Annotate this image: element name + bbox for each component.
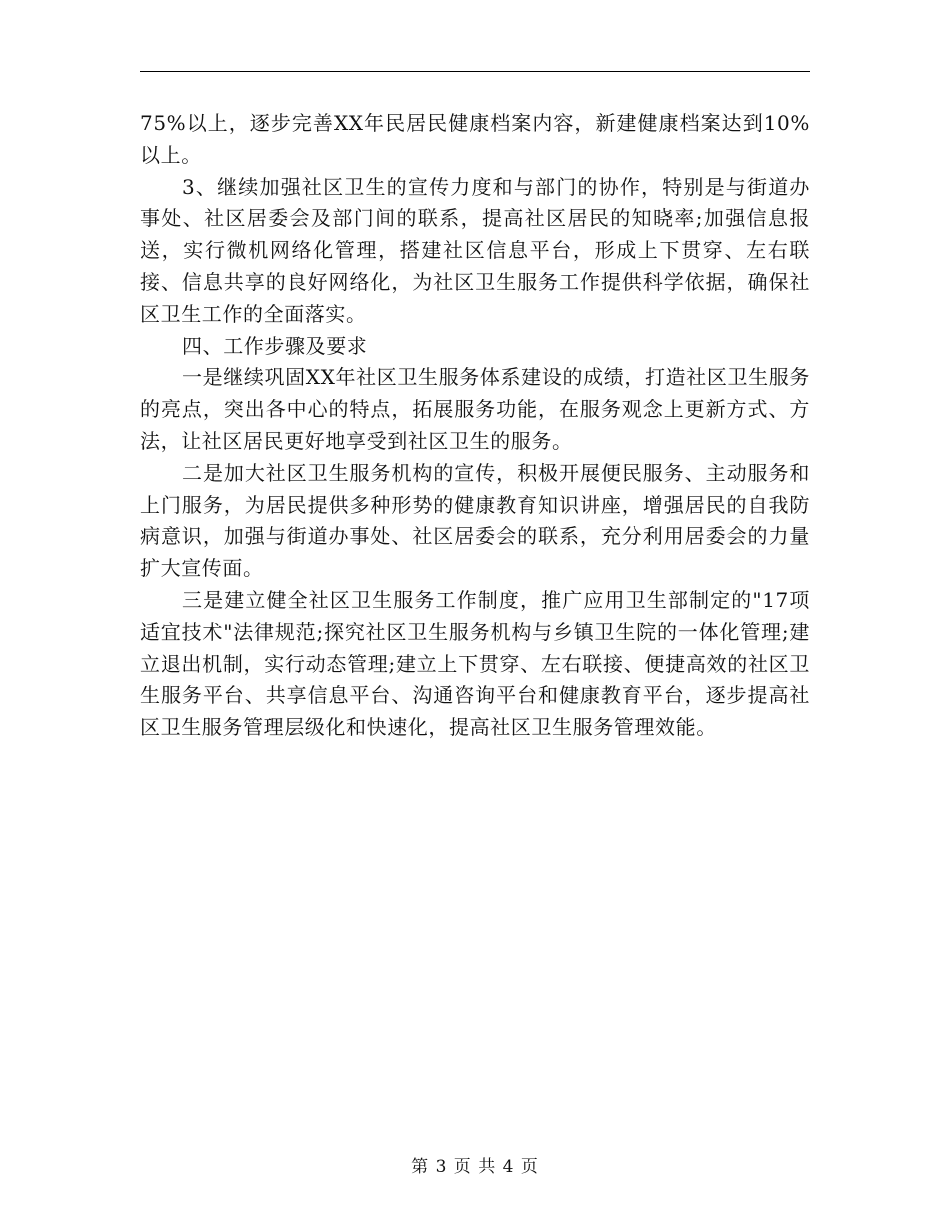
paragraph-step-2: 二是加大社区卫生服务机构的宣传，积极开展便民服务、主动服务和上门服务，为居民提供多种形势的健康教育知识讲座，增强居民的自我防病意识，加强与街道办事处、社区居委会的联系，充分利用居委会的力量扩大宣传面。 [140, 460, 810, 581]
paragraph-step-3: 三是建立健全社区卫生服务工作制度，推广应用卫生部制定的"17项适宜技术"法律规范;探究社区卫生服务机构与乡镇卫生院的一体化管理;建立退出机制，实行动态管理;建立上下贯穿、左右联接、便捷高效的社区卫生服务平台、共享信息平台、沟通咨询平台和健康教育平台，逐步提高社区卫生服务管理层级化和快速化，提高社区卫生服务管理效能。 [140, 587, 810, 740]
document-body [140, 108, 810, 744]
paragraph-continuation: 75%以上，逐步完善XX年民居民健康档案内容，新建健康档案达到10%以上。 [140, 111, 810, 167]
paragraph-step-1: 一是继续巩固XX年社区卫生服务体系建设的成绩，打造社区卫生服务的亮点，突出各中心的特点，拓展服务功能，在服务观念上更新方式、方法，让社区居民更好地享受到社区卫生的服务。 [140, 365, 810, 453]
page-number-footer: 第 3 页 共 4 页 [411, 1157, 539, 1177]
header-rule [140, 71, 810, 72]
paragraph-point-3: 3、继续加强社区卫生的宣传力度和与部门的协作，特别是与街道办事处、社区居委会及部门间的联系，提高社区居民的知晓率;加强信息报送，实行微机网络化管理，搭建社区信息平台，形成上下贯穿、左右联接、信息共享的良好网络化，为社区卫生服务工作提供科学依据，确保社区卫生工作的全面落实。 [140, 174, 810, 326]
section-heading: 四、工作步骤及要求 [182, 333, 368, 358]
